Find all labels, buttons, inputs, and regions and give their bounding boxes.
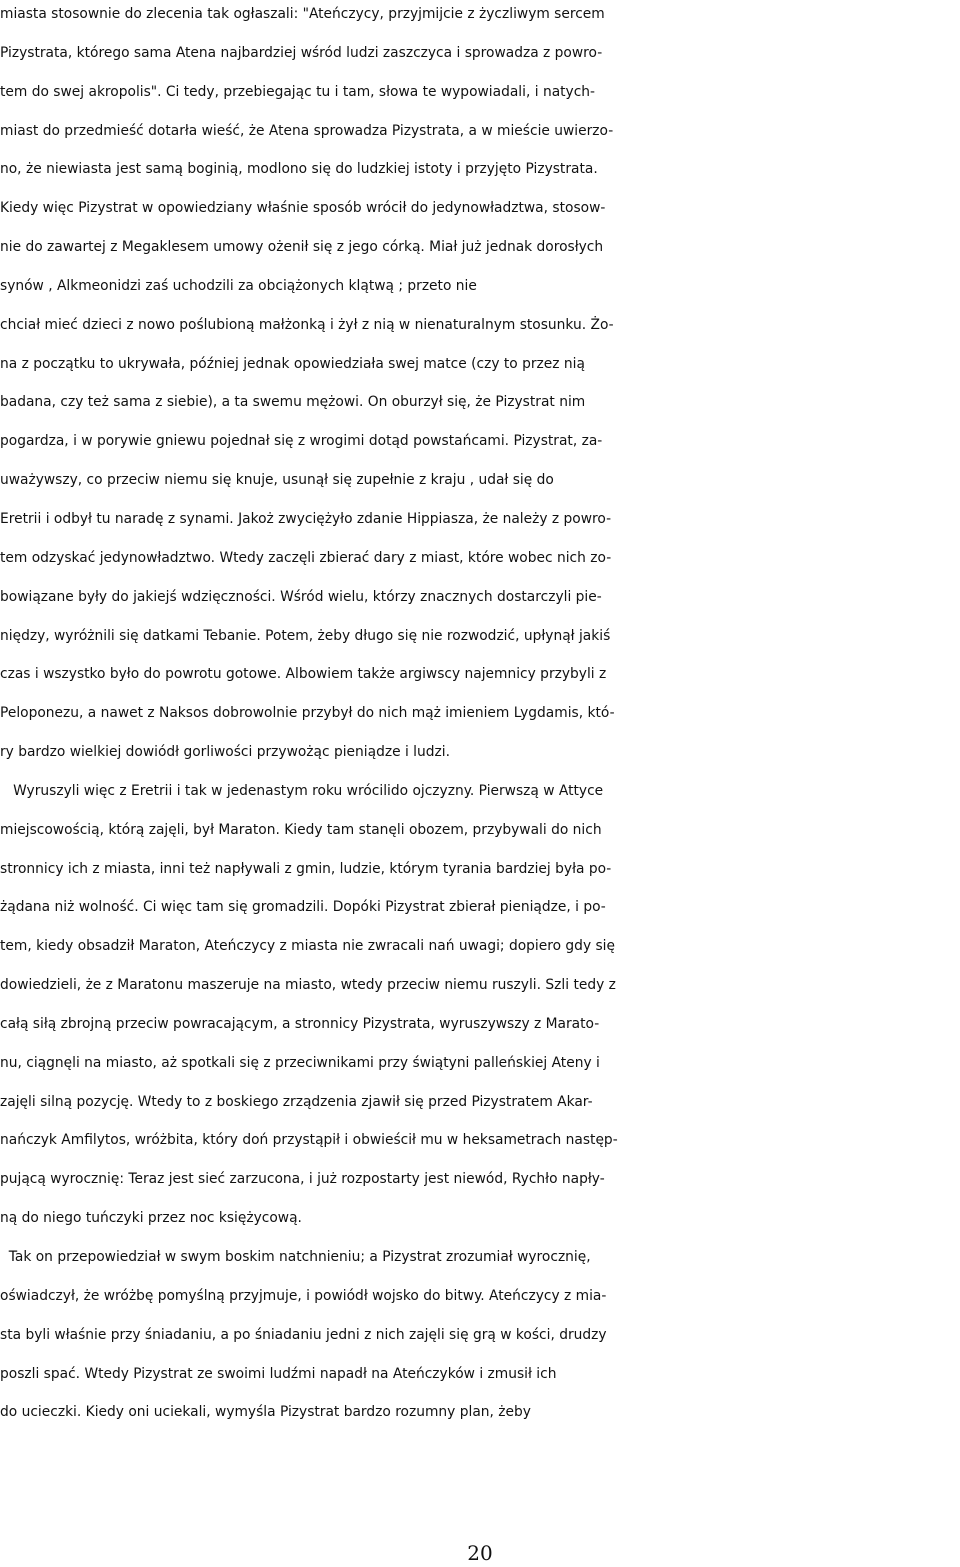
- text-line: Wyruszyli więc z Eretrii i tak w jedenastym roku wrócilido ojczyzny. Pierwszą w Attyce: [0, 782, 604, 799]
- text-line: nie do zawartej z Megaklesem umowy ożenił się z jego córką. Miał już jednak dorosłych: [0, 239, 604, 256]
- text-line: do ucieczki. Kiedy oni uciekali, wymyśla Pizystrat bardzo rozumny plan, żeby: [0, 1404, 531, 1421]
- text-line: chciał mieć dzieci z nowo poślubioną małżonką i żył z nią w nienaturalnym stosunku. Żo-: [0, 316, 614, 333]
- text-line: ną do niego tuńczyki przez noc księżycową.: [0, 1210, 302, 1227]
- text-line: żądana niż wolność. Ci więc tam się gromadzili. Dopóki Pizystrat zbierał pieniądze, i po-: [0, 899, 606, 916]
- text-line: czas i wszystko było do powrotu gotowe. Albowiem także argiwscy najemnicy przybyli z: [0, 666, 607, 683]
- text-line: tem do swej akropolis". Ci tedy, przebiegając tu i tam, słowa te wypowiadali, i natych-: [0, 83, 596, 100]
- text-line: całą siłą zbrojną przeciw powracającym, a stronnicy Pizystrata, wyruszywszy z Marato-: [0, 1015, 600, 1032]
- text-line: miejscowością, którą zajęli, był Maraton. Kiedy tam stanęli obozem, przybywali do nich: [0, 821, 602, 838]
- text-line: Peloponezu, a nawet z Naksos dobrowolnie przybył do nich mąż imieniem Lygdamis, któ-: [0, 705, 615, 722]
- text-line: synów , Alkmeonidzi zaś uchodzili za obciążonych klątwą ; przeto nie: [0, 277, 477, 294]
- text-line: Pizystrata, którego sama Atena najbardziej wśród ludzi zaszczyca i sprowadza z powro-: [0, 44, 603, 61]
- text-line: stronnicy ich z miasta, inni też napływali z gmin, ludzie, którym tyrania bardziej była po-: [0, 860, 612, 877]
- text-line: oświadczył, że wróżbę pomyślną przyjmuje, i powiódł wojsko do bitwy. Ateńczycy z mia-: [0, 1287, 607, 1304]
- text-line: niędzy, wyróżnili się datkami Tebanie. Potem, żeby długo się nie rozwodzić, upłynął jakiś: [0, 627, 611, 644]
- text-line: miasta stosownie do zlecenia tak ogłaszali: "Ateńczycy, przyjmijcie z życzliwym sercem: [0, 6, 605, 22]
- text-line: Eretrii i odbył tu naradę z synami. Jakoż zwyciężyło zdanie Hippiasza, że należy z powro-: [0, 510, 612, 527]
- text-line: nańczyk Amfilytos, wróżbita, który doń przystąpił i obwieścił mu w heksametrach następ-: [0, 1132, 618, 1149]
- text-line: badana, czy też sama z siebie), a ta swemu mężowi. On oburzył się, że Pizystrat nim: [0, 394, 586, 411]
- text-line: no, że niewiasta jest samą boginią, modlono się do ludzkiej istoty i przyjęto Pizystrata.: [0, 161, 598, 178]
- text-line: dowiedzieli, że z Maratonu maszeruje na miasto, wtedy przeciw niemu ruszyli. Szli tedy z: [0, 977, 616, 994]
- text-line: Tak on przepowiedział w swym boskim natchnieniu; a Pizystrat zrozumiał wyrocznię,: [0, 1249, 591, 1265]
- text-line: Kiedy więc Pizystrat w opowiedziany właśnie sposób wrócił do jedynowładztwa, stosow-: [0, 200, 606, 217]
- text-line: sta byli właśnie przy śniadaniu, a po śniadaniu jedni z nich zajęli się grą w kości, drudzy: [0, 1326, 607, 1343]
- text-line: zajęli silną pozycję. Wtedy to z boskiego zrządzenia zjawił się przed Pizystratem Akar-: [0, 1093, 593, 1110]
- page-number: 20: [467, 1541, 493, 1565]
- text-line: na z początku to ukrywała, później jednak opowiedziała swej matce (czy to przez nią: [0, 355, 585, 372]
- text-line: pującą wyrocznię: Teraz jest sieć zarzucona, i już rozpostarty jest niewód, Rychło napły-: [0, 1171, 605, 1188]
- text-line: miast do przedmieść dotarła wieść, że Atena sprowadza Pizystrata, a w mieście uwierzo-: [0, 122, 614, 139]
- text-line: uważywszy, co przeciw niemu się knuje, usunął się zupełnie z kraju , udał się do: [0, 472, 554, 489]
- text-line: pogardza, i w porywie gniewu pojednał się z wrogimi dotąd powstańcami. Pizystrat, za-: [0, 433, 603, 450]
- text-line: ry bardzo wielkiej dowiódł gorliwości przywożąc pieniądze i ludzi.: [0, 744, 450, 761]
- text-line: tem, kiedy obsadził Maraton, Ateńczycy z miasta nie zwracali nań uwagi; dopiero gdy się: [0, 938, 616, 955]
- text-line: tem odzyskać jedynowładztwo. Wtedy zaczęli zbierać dary z miast, które wobec nich zo-: [0, 549, 612, 566]
- text-line: nu, ciągnęli na miasto, aż spotkali się z przeciwnikami przy świątyni palleńskiej Ateny i: [0, 1054, 600, 1071]
- text-line: bowiązane były do jakiejś wdzięczności. Wśród wielu, którzy znacznych dostarczyli pie-: [0, 588, 602, 605]
- text-line: poszli spać. Wtedy Pizystrat ze swoimi ludźmi napadł na Ateńczyków i zmusił ich: [0, 1365, 557, 1382]
